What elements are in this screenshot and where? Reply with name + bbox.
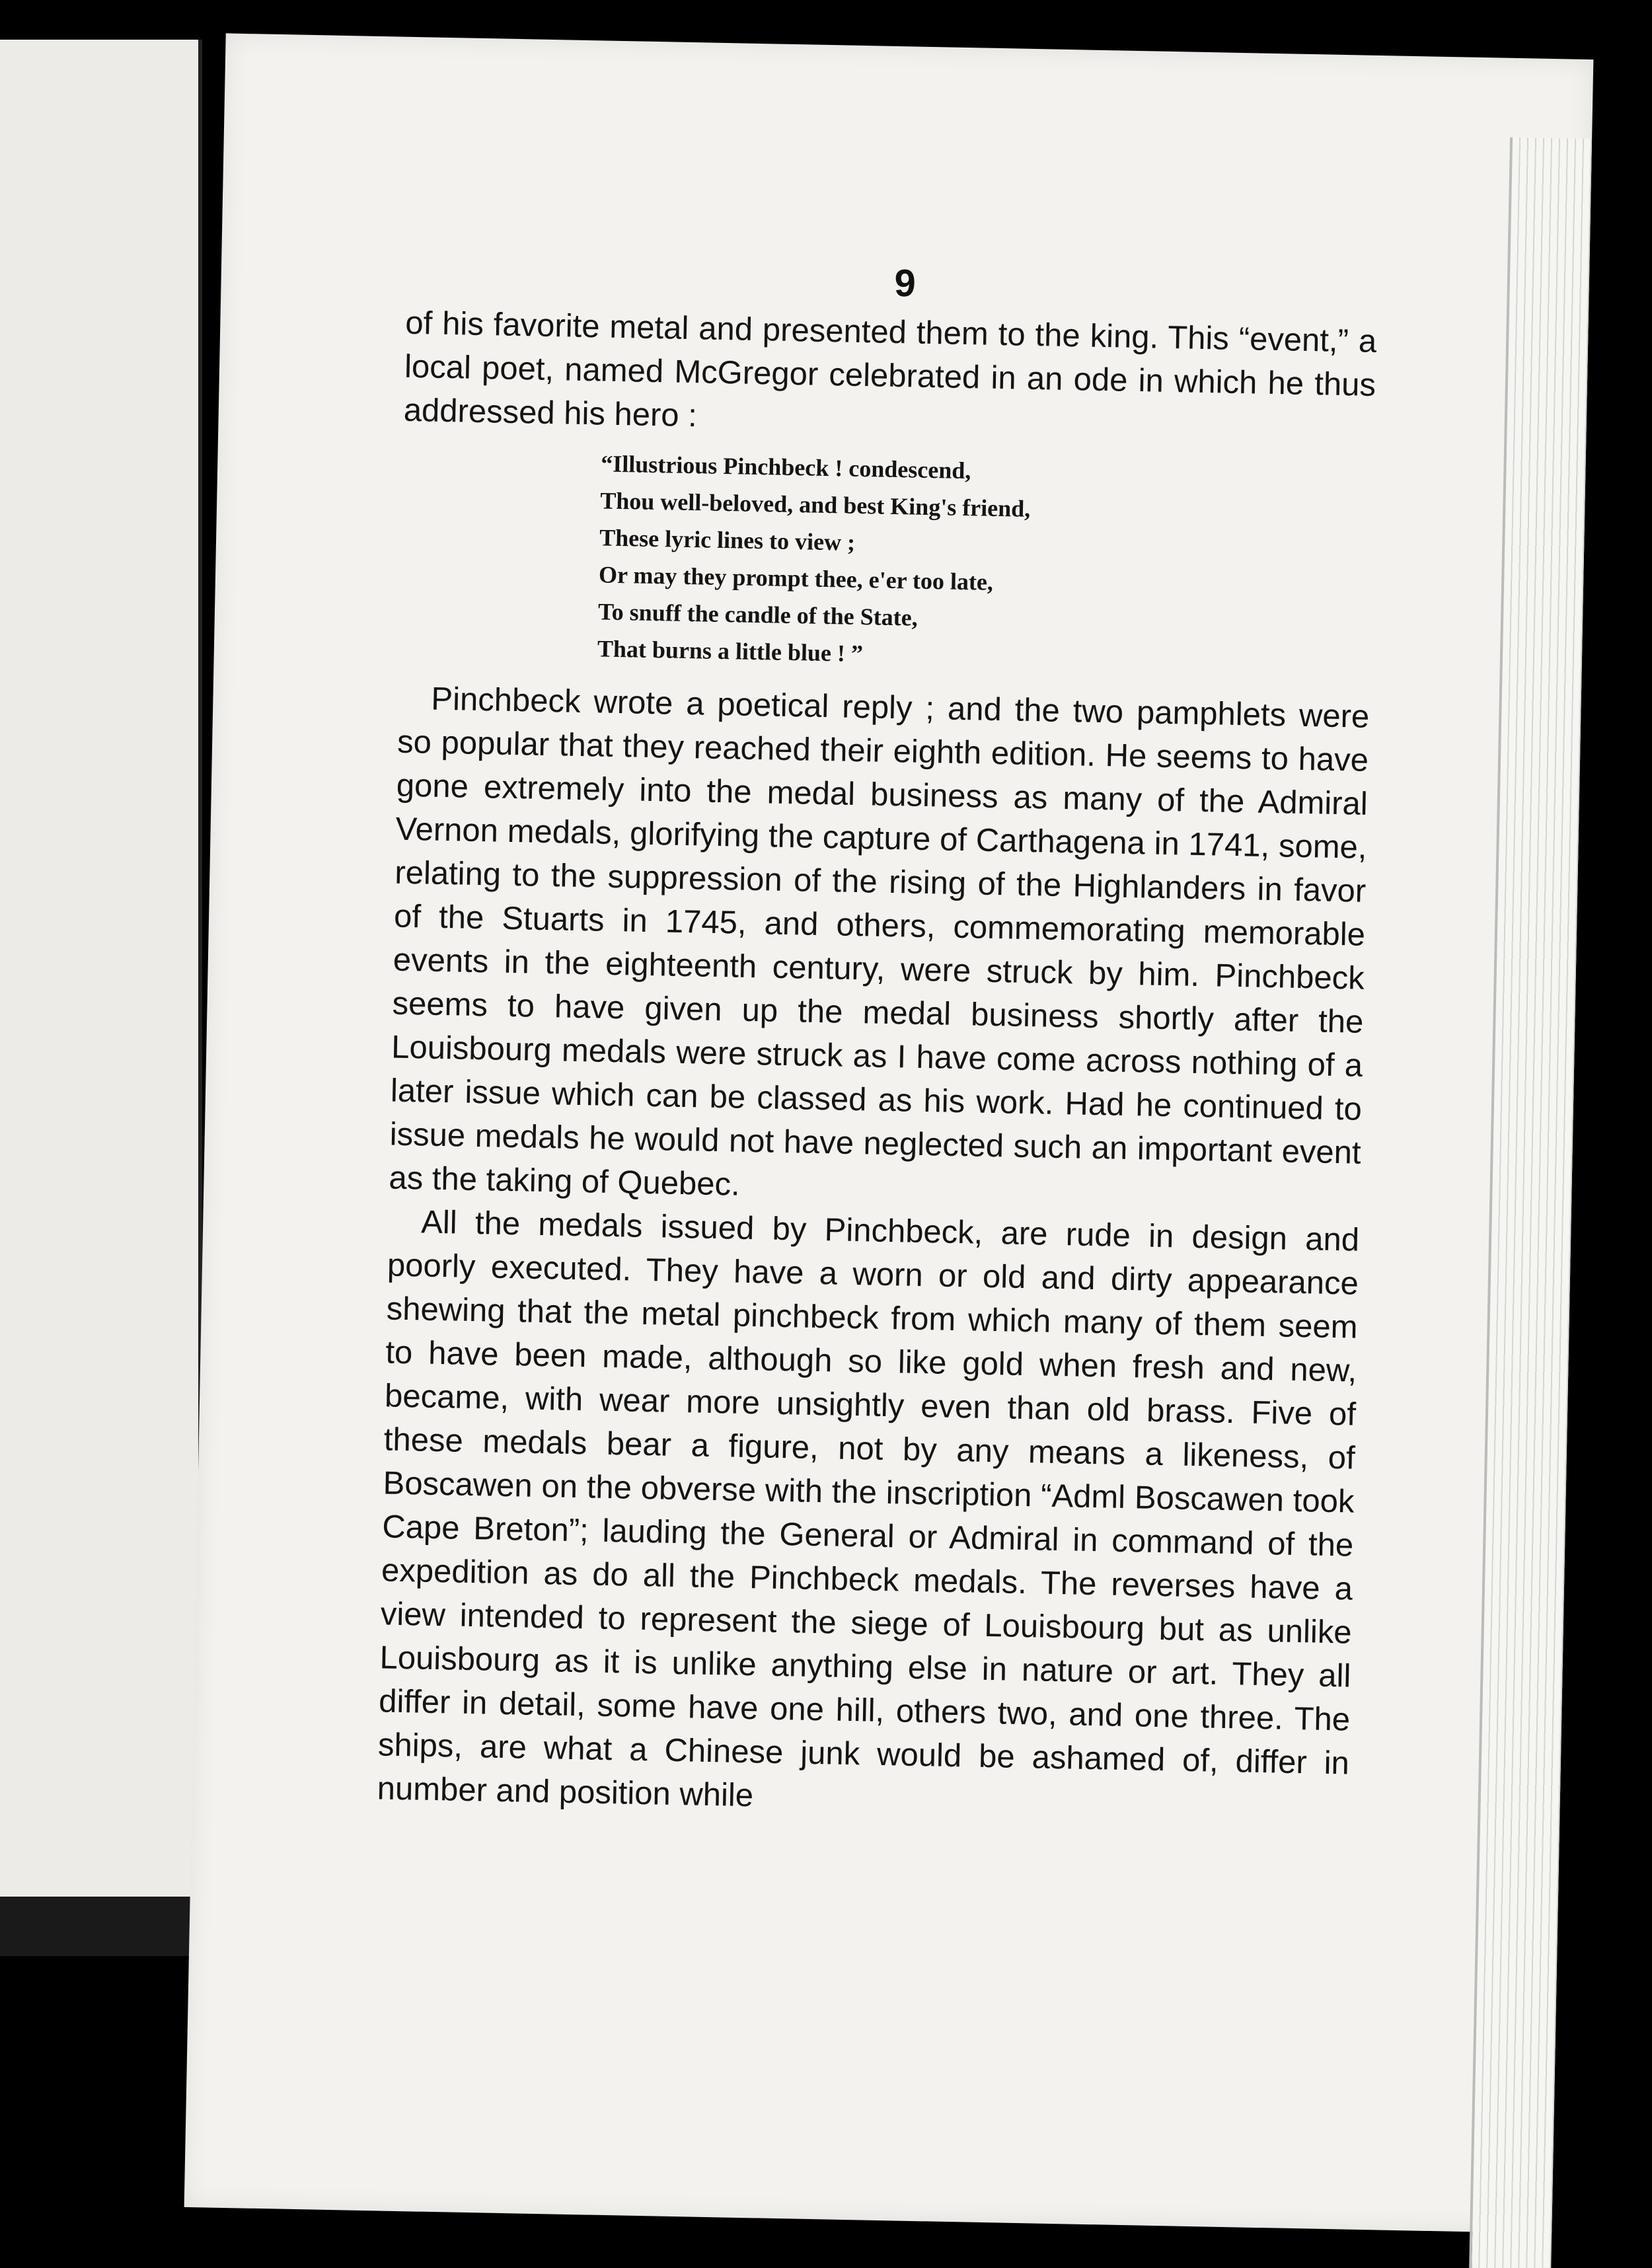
poem-line: That burns a little blue ! ” [597,635,864,667]
body-paragraph: Pinchbeck wrote a poetical reply ; and the two pamphlets were so popular that they reached their eighth edition. He seems to have gone extremely into the medal business as many of the Admiral Vernon medals, glorifying the capture of Carthagena in 1741, some, relating to the suppression of the rising of the Highlanders in favor of the Stuarts in 1745, and others, commemorating memorable events in the eighteenth century, were struck by him. Pinchbeck seems to have given up the medal business shortly after the Louisbourg medals were struck as I have come across nothing of a later issue which can be classed as his work. Had he continued to issue medals he would not have neglected such an important event as the taking of Quebec. [389,681,1370,1203]
page-number: 9 [893,261,917,305]
poem-line: These lyric lines to view ; [599,524,856,556]
intro-paragraph: of his favorite metal and presented them to the king. This “event,” a local poet, named McGregor celebrated in an ode in which he thus addressed his hero : [403,305,1377,434]
binding-shadow [0,1897,198,1956]
page-stack-edges [1469,137,1592,2268]
poem-line: Thou well-beloved, and best King's friend, [599,487,1031,522]
book-page [184,33,1594,2233]
left-page-edge [0,40,202,1903]
poem-line: Or may they prompt thee, e'er too late, [598,561,994,595]
poem-quote [597,445,1374,681]
poem-line: “Illustrious Pinchbeck ! condescend, [600,450,971,484]
page-body [377,301,1377,1829]
poem-line: To snuff the candle of the State, [597,598,919,631]
body-paragraph: All the medals issued by Pinchbeck, are rude in design and poorly executed. They have a worn or old and dirty appearance shewing that the metal pinchbeck from which many of them seem to have been made, although so like gold when fresh and new, became, with wear more unsightly even than old brass. Five of these medals bear a figure, not by any means a likeness, of Boscawen on the obverse with the inscription “Adml Boscawen took Cape Breton”; lauding the General or Admiral in command of the expedition as do all the Pinchbeck medals. The reverses have a view intended to represent the siege of Louisbourg but as unlike Louisbourg as it is unlike anything else in nature or art. They all differ in detail, some have one hill, others two, and one three. The ships, are what a Chinese junk would be ashamed of, differ in number and position while [377,1204,1360,1814]
